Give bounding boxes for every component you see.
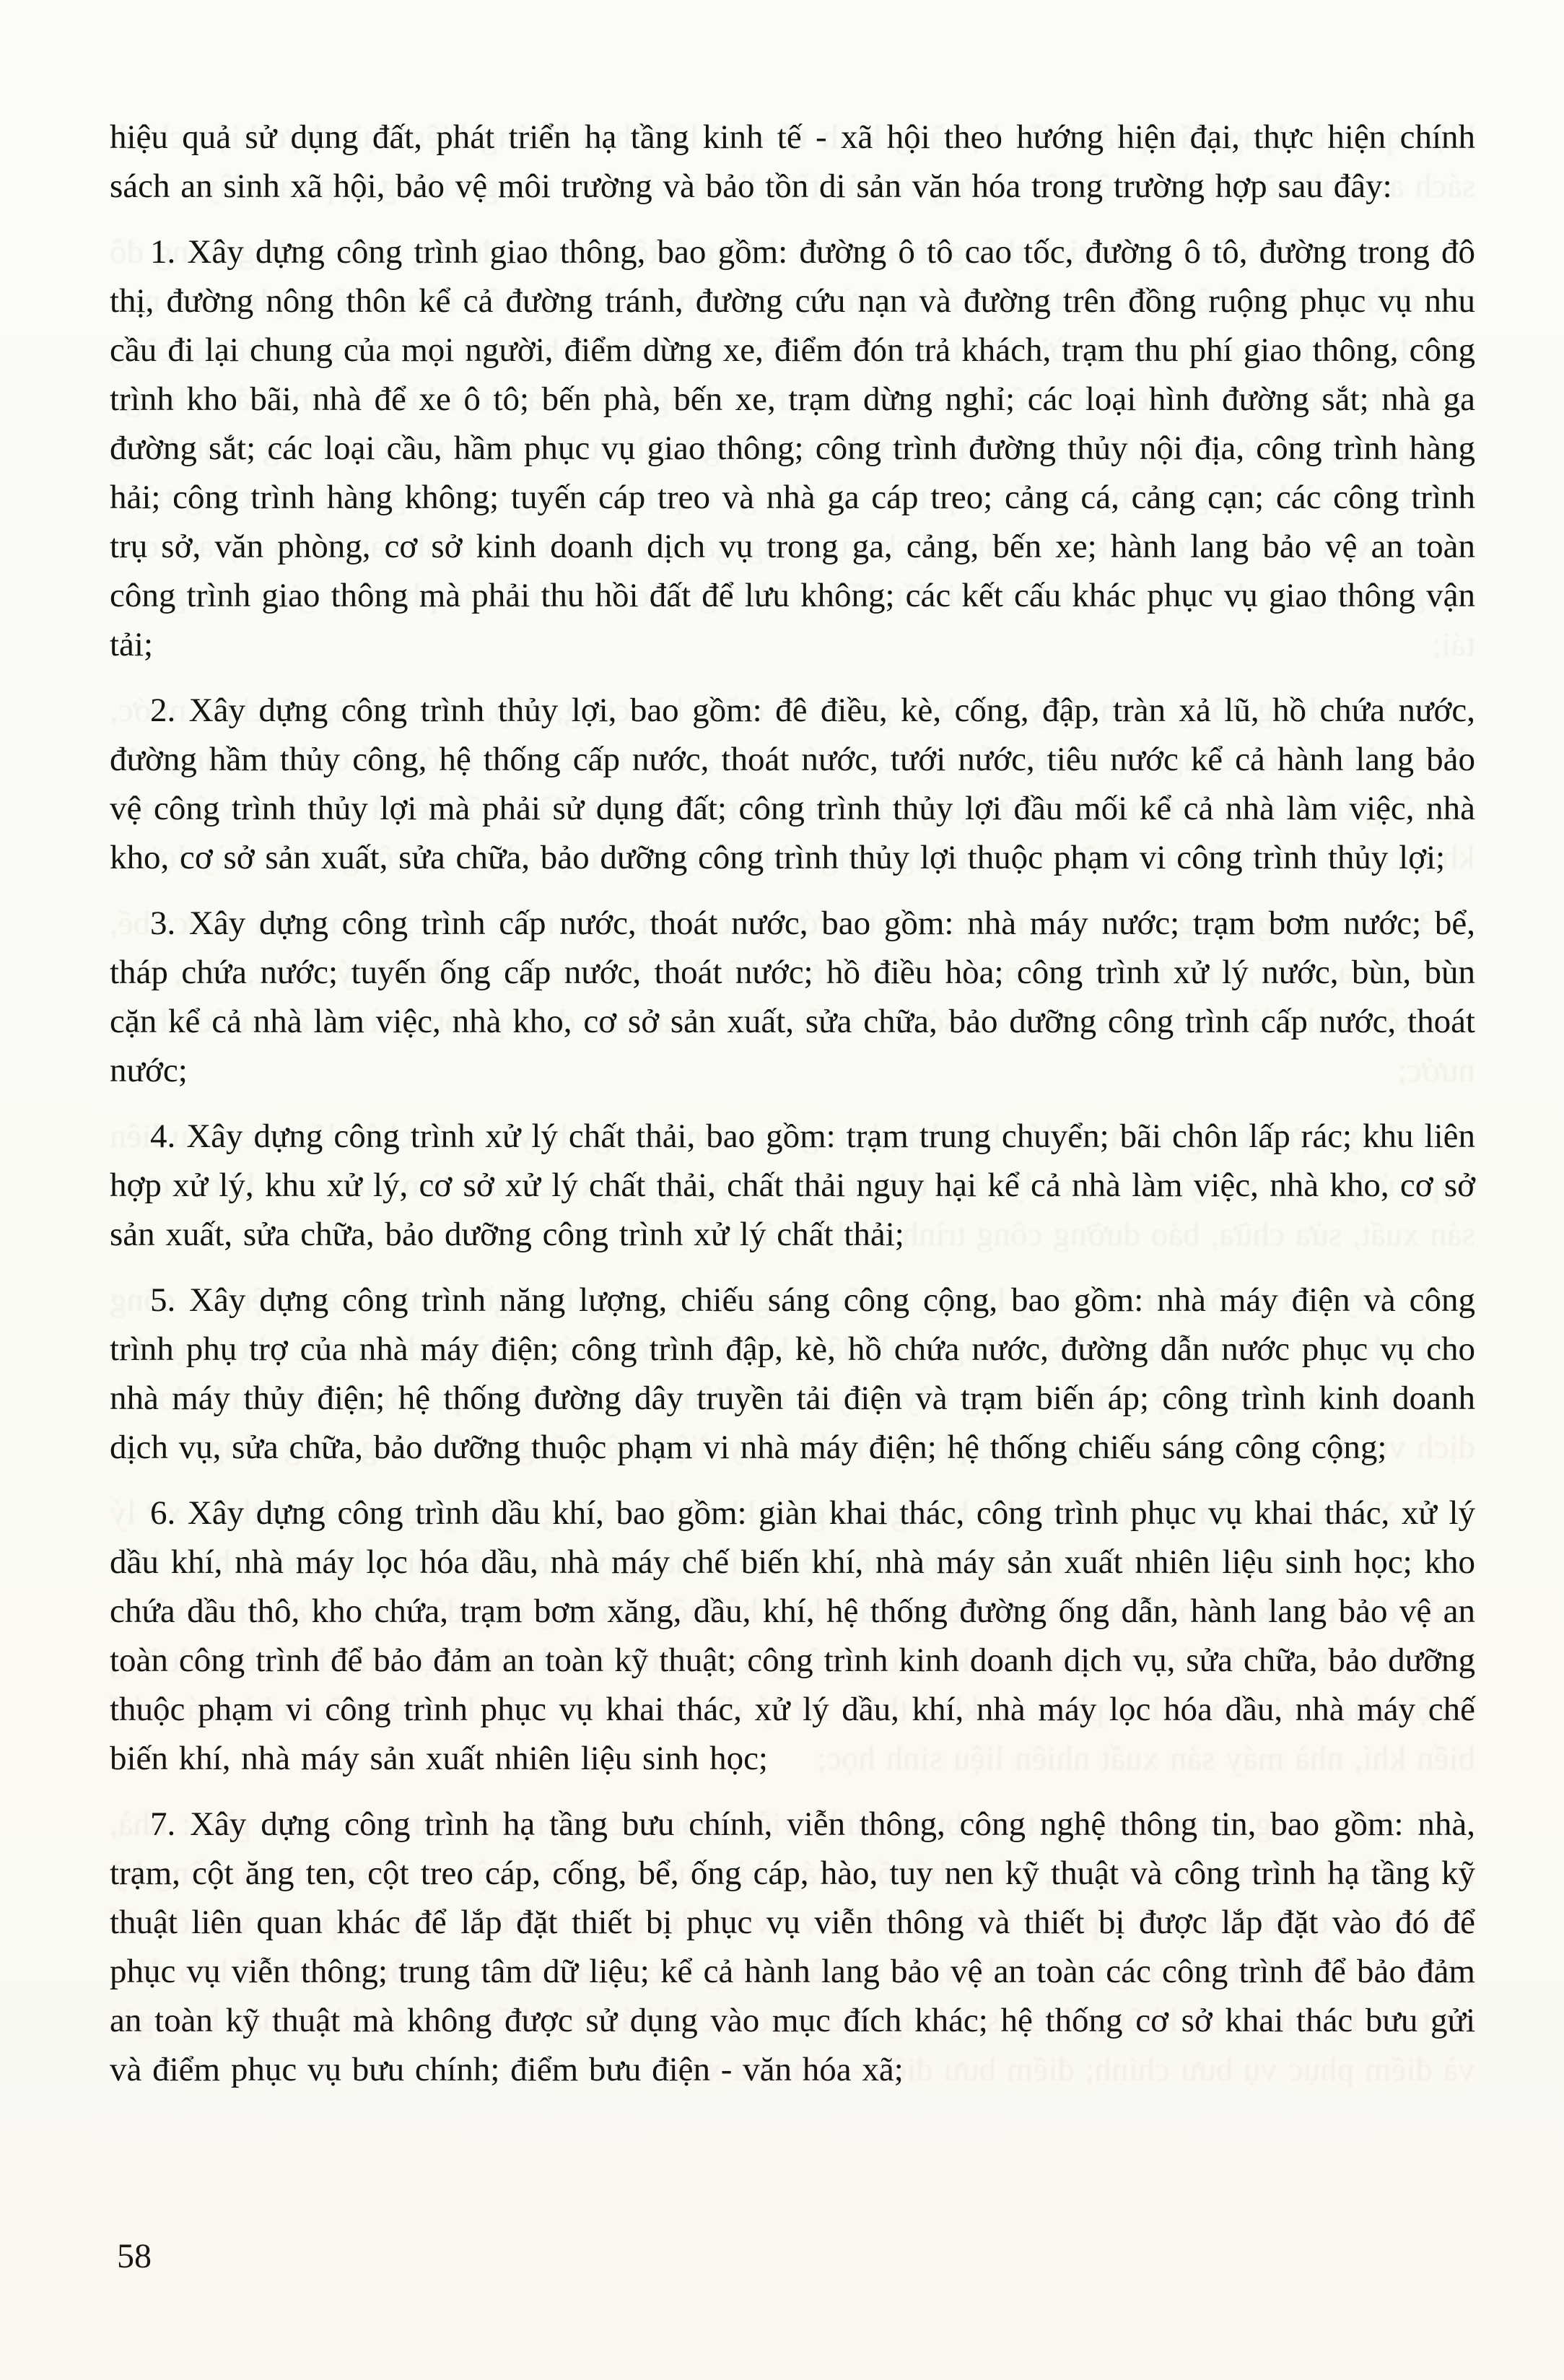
paragraph-intro-continuation: hiệu quả sử dụng đất, phát triển hạ tầng kinh tế - xã hội theo hướng hiện đại, thực hiện chính sách an sinh xã hội, bảo vệ môi trường và bảo tồn di sản văn hóa trong trường hợp sau đây:: [110, 118, 1475, 205]
body-text: [110, 113, 1475, 2111]
paragraph-5-nang-luong: 5. Xây dựng công trình năng lượng, chiếu sáng công cộng, bao gồm: nhà máy điện và công trình phụ trợ của nhà máy điện; công trình đập, kè, hồ chứa nước, đường dẫn nước phục vụ cho nhà máy thủy điện; hệ thống đường dây truyền tải điện và trạm biến áp; công trình kinh doanh dịch vụ, sửa chữa, bảo dưỡng thuộc phạm vi nhà máy điện; hệ thống chiếu sáng công cộng;: [110, 1281, 1475, 1466]
paragraph-4-xu-ly-chat-thai: 4. Xây dựng công trình xử lý chất thải, bao gồm: trạm trung chuyển; bãi chôn lấp rác; khu liên hợp xử lý, khu xử lý, cơ sở xử lý chất thải, chất thải nguy hại kể cả nhà làm việc, nhà kho, cơ sở sản xuất, sửa chữa, bảo dưỡng công trình xử lý chất thải;: [110, 1117, 1475, 1253]
paragraph-2-thuy-loi: 2. Xây dựng công trình thủy lợi, bao gồm: đê điều, kè, cống, đập, tràn xả lũ, hồ chứa nước, đường hầm thủy công, hệ thống cấp nước, thoát nước, tưới nước, tiêu nước kể cả hành lang bảo vệ công trình thủy lợi mà phải sử dụng đất; công trình thủy lợi đầu mối kể cả nhà làm việc, nhà kho, cơ sở sản xuất, sửa chữa, bảo dưỡng công trình thủy lợi thuộc phạm vi công trình thủy lợi;: [110, 692, 1475, 876]
paragraph-3-cap-thoat-nuoc: 3. Xây dựng công trình cấp nước, thoát nước, bao gồm: nhà máy nước; trạm bơm nước; bể, tháp chứa nước; tuyến ống cấp nước, thoát nước; hồ điều hòa; công trình xử lý nước, bùn, bùn cặn kể cả nhà làm việc, nhà kho, cơ sở sản xuất, sửa chữa, bảo dưỡng công trình cấp nước, thoát nước;: [110, 905, 1475, 1089]
paragraph-6-dau-khi: 6. Xây dựng công trình dầu khí, bao gồm: giàn khai thác, công trình phục vụ khai thác, xử lý dầu khí, nhà máy lọc hóa dầu, nhà máy chế biến khí, nhà máy sản xuất nhiên liệu sinh học; kho chứa dầu thô, kho chứa, trạm bơm xăng, dầu, khí, hệ thống đường ống dẫn, hành lang bảo vệ an toàn công trình để bảo đảm an toàn kỹ thuật; công trình kinh doanh dịch vụ, sửa chữa, bảo dưỡng thuộc phạm vi công trình phục vụ khai thác, xử lý dầu, khí, nhà máy lọc hóa dầu, nhà máy chế biến khí, nhà máy sản xuất nhiên liệu sinh học;: [110, 1494, 1475, 1777]
paragraph-1-giao-thong: 1. Xây dựng công trình giao thông, bao gồm: đường ô tô cao tốc, đường ô tô, đường trong đô thị, đường nông thôn kể cả đường tránh, đường cứu nạn và đường trên đồng ruộng phục vụ nhu cầu đi lại chung của mọi người, điểm dừng xe, điểm đón trả khách, trạm thu phí giao thông, công trình kho bãi, nhà để xe ô tô; bến phà, bến xe, trạm dừng nghỉ; các loại hình đường sắt; nhà ga đường sắt; các loại cầu, hầm phục vụ giao thông; công trình đường thủy nội địa, công trình hàng hải; công trình hàng không; tuyến cáp treo và nhà ga cáp treo; cảng cá, cảng cạn; các công trình trụ sở, văn phòng, cơ sở kinh doanh dịch vụ trong ga, cảng, bến xe; hành lang bảo vệ an toàn công trình giao thông mà phải thu hồi đất để lưu không; các kết cấu khác phục vụ giao thông vận tải;: [110, 233, 1475, 663]
paragraph-7-buu-chinh-vien-thong: 7. Xây dựng công trình hạ tầng bưu chính, viễn thông, công nghệ thông tin, bao gồm: nhà, trạm, cột ăng ten, cột treo cáp, cống, bể, ống cáp, hào, tuy nen kỹ thuật và công trình hạ tầng kỹ thuật liên quan khác để lắp đặt thiết bị phục vụ viễn thông và thiết bị được lắp đặt vào đó để phục vụ viễn thông; trung tâm dữ liệu; kể cả hành lang bảo vệ an toàn các công trình để bảo đảm an toàn kỹ thuật mà không được sử dụng vào mục đích khác; hệ thống cơ sở khai thác bưu gửi và điểm phục vụ bưu chính; điểm bưu điện - văn hóa xã;: [110, 1805, 1475, 2088]
page-number: 58: [117, 2237, 152, 2275]
